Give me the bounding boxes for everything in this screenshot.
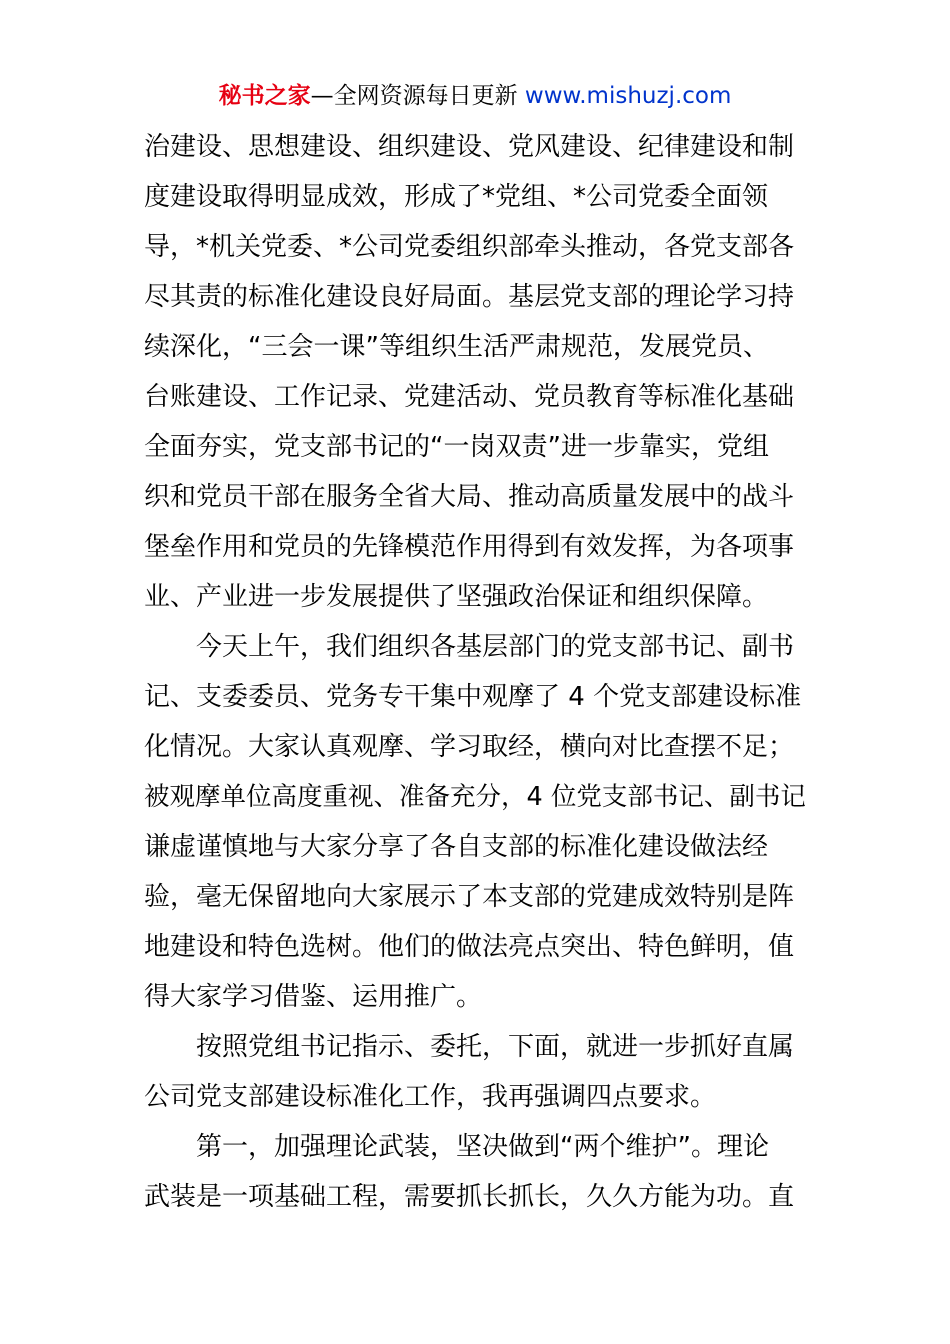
text-line: 尽其责的标准化建设良好局面。基层党支部的理论学习持 — [144, 282, 795, 312]
document-body — [144, 122, 810, 1222]
text-line: 被观摩单位高度重视、准备充分，4 位党支部书记、副书记 — [144, 782, 806, 812]
brand-name: 秘书之家 — [218, 83, 311, 109]
text-line: 地建设和特色选树。他们的做法亮点突出、特色鲜明，值 — [144, 932, 795, 962]
site-url[interactable]: www.mishuzj.com — [524, 83, 732, 109]
header-tagline: —全网资源每日更新 — [310, 83, 525, 109]
text-line: 谦虚谨慎地与大家分享了各自支部的标准化建设做法经 — [144, 832, 769, 862]
paragraph-start-line: 第一，加强理论武装，坚决做到“两个维护”。理论 — [196, 1132, 769, 1162]
text-line: 武装是一项基础工程，需要抓长抓长，久久方能为功。直 — [144, 1182, 795, 1212]
text-line: 台账建设、工作记录、党建活动、党员教育等标准化基础 — [144, 382, 795, 412]
text-line: 得大家学习借鉴、运用推广。 — [144, 982, 483, 1012]
site-watermark-header — [0, 80, 950, 112]
text-line: 记、支委委员、党务专干集中观摩了 4 个党支部建设标准 — [144, 682, 802, 712]
text-line: 业、产业进一步发展提供了坚强政治保证和组织保障。 — [144, 582, 769, 612]
text-line: 续深化，“三会一课”等组织生活严肃规范，发展党员、 — [144, 332, 769, 362]
text-line: 验，毫无保留地向大家展示了本支部的党建成效特别是阵 — [144, 882, 795, 912]
text-line: 导，*机关党委、*公司党委组织部牵头推动，各党支部各 — [144, 232, 795, 262]
text-line: 治建设、思想建设、组织建设、党风建设、纪律建设和制 — [144, 132, 795, 162]
text-line: 堡垒作用和党员的先锋模范作用得到有效发挥，为各项事 — [144, 532, 795, 562]
text-line: 公司党支部建设标准化工作，我再强调四点要求。 — [144, 1082, 717, 1112]
paragraph-start-line: 今天上午，我们组织各基层部门的党支部书记、副书 — [196, 632, 795, 662]
text-line: 全面夯实，党支部书记的“一岗双责”进一步靠实，党组 — [144, 432, 769, 462]
text-line: 化情况。大家认真观摩、学习取经，横向对比查摆不足； — [144, 732, 795, 762]
text-line: 度建设取得明显成效，形成了*党组、*公司党委全面领 — [144, 182, 769, 212]
paragraph-start-line: 按照党组书记指示、委托，下面，就进一步抓好直属 — [196, 1032, 795, 1062]
text-line: 织和党员干部在服务全省大局、推动高质量发展中的战斗 — [144, 482, 795, 512]
